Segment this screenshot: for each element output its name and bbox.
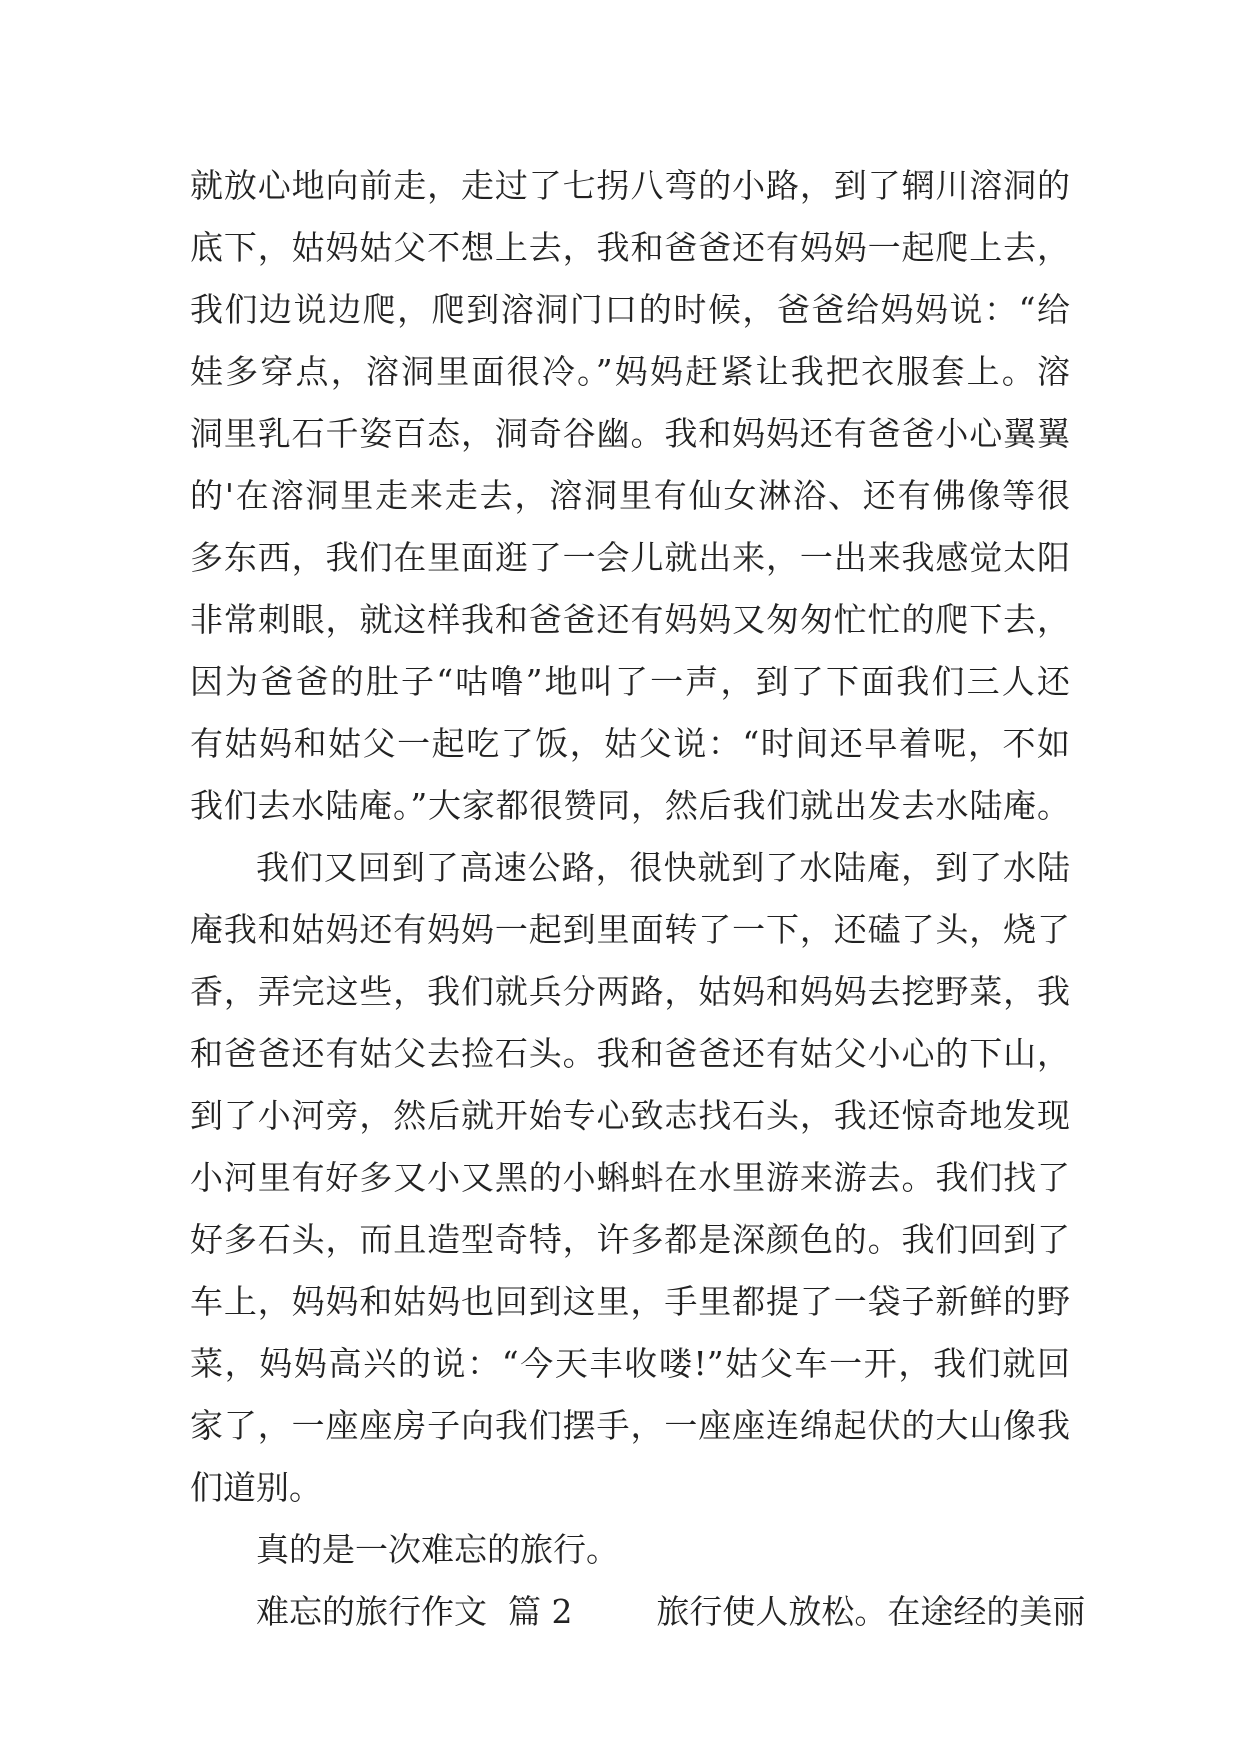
text-line: 小河里有好多又小又黑的小蝌蚪在水里游来游去。我们找了 — [190, 1158, 1070, 1197]
text-line: 香，弄完这些，我们就兵分两路，姑妈和妈妈去挖野菜，我 — [190, 972, 1070, 1011]
text-line: 有姑妈和姑父一起吃了饭，姑父说：“时间还早着呢，不如 — [190, 724, 1070, 763]
text-line: 娃多穿点，溶洞里面很冷。”妈妈赶紧让我把衣服套上。溶 — [190, 352, 1070, 391]
text-line: 我们边说边爬，爬到溶洞门口的时候，爸爸给妈妈说：“给 — [190, 290, 1070, 329]
text-line: 到了小河旁，然后就开始专心致志找石头，我还惊奇地发现 — [190, 1096, 1070, 1135]
text-line: 底下，姑妈姑父不想上去，我和爸爸还有妈妈一起爬上去， — [190, 228, 1070, 267]
text-line: 我们去水陆庵。”大家都很赞同，然后我们就出发去水陆庵。 — [190, 786, 1070, 825]
text-line: 家了，一座座房子向我们摆手，一座座连绵起伏的大山像我 — [190, 1406, 1070, 1445]
text-line: 好多石头，而且造型奇特，许多都是深颜色的。我们回到了 — [190, 1220, 1070, 1259]
text-line: 们道别。 — [190, 1468, 322, 1507]
text-line: 洞里乳石千姿百态，洞奇谷幽。我和妈妈还有爸爸小心翼翼 — [190, 414, 1070, 453]
text-line: 非常刺眼，就这样我和爸爸还有妈妈又匆匆忙忙的爬下去， — [190, 600, 1070, 639]
text-line: 和爸爸还有姑父去捡石头。我和爸爸还有姑父小心的下山， — [190, 1034, 1070, 1073]
text-line: 庵我和姑妈还有妈妈一起到里面转了一下，还磕了头，烧了 — [190, 910, 1070, 949]
text-line: 多东西，我们在里面逛了一会儿就出来，一出来我感觉太阳 — [190, 538, 1070, 577]
section-heading-line: 难忘的旅行作文 篇 2 旅行使人放松。在途经的美丽 — [256, 1592, 1086, 1631]
text-line: 车上，妈妈和姑妈也回到这里，手里都提了一袋子新鲜的野 — [190, 1282, 1070, 1321]
text-line: 真的是一次难忘的旅行。 — [256, 1530, 619, 1569]
text-line: 就放心地向前走，走过了七拐八弯的小路，到了辋川溶洞的 — [190, 166, 1070, 205]
document-body — [190, 155, 1086, 1643]
text-line: 我们又回到了高速公路，很快就到了水陆庵，到了水陆 — [256, 848, 1070, 887]
text-line: 因为爸爸的肚子“咕噜”地叫了一声，到了下面我们三人还 — [190, 662, 1070, 701]
text-line: 菜，妈妈高兴的说：“今天丰收喽!”姑父车一开，我们就回 — [190, 1344, 1070, 1383]
text-line: 的'在溶洞里走来走去，溶洞里有仙女淋浴、还有佛像等很 — [190, 476, 1070, 515]
